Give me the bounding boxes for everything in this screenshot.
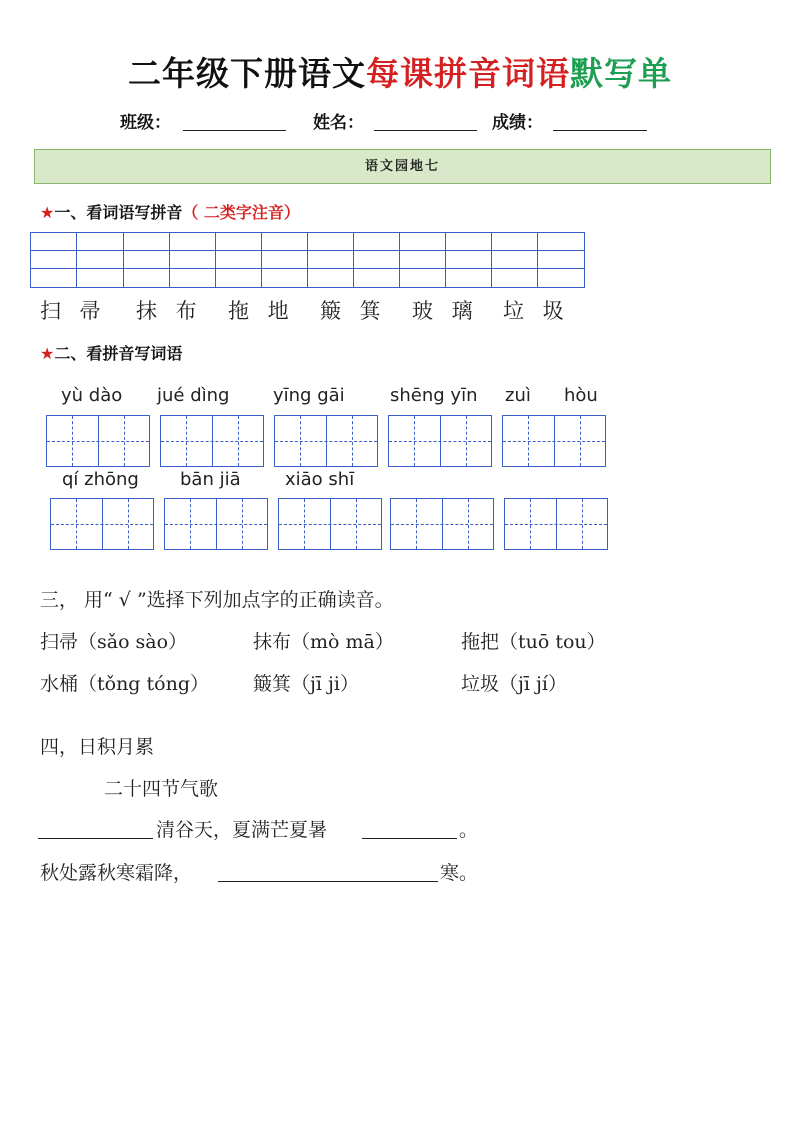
pinyin-5: zuì [505,385,531,406]
reading-item-3: 拖把（tuō tou） [461,631,606,653]
tianzige-box[interactable] [274,415,378,467]
tianzige-box[interactable] [388,415,492,467]
pinyin-4: shēng yīn [390,385,478,406]
poem-line-2: 秋处露秋寒霜降， [40,862,193,884]
name-field[interactable] [374,130,477,131]
word-3: 拖 地 [228,299,295,323]
pinyin-8: bān jiā [180,469,241,490]
section1-title: 一、看词语写拼音 [54,203,183,222]
tianzige-box[interactable] [46,415,150,467]
lesson-banner: 语文园地七 [34,149,771,184]
tianzige-box[interactable] [50,498,154,550]
word-5: 玻 璃 [412,299,479,323]
star-icon: ★ [40,203,55,222]
word-4: 簸 箕 [320,299,387,323]
section2-heading [40,341,182,364]
title-part-2: 每课拼音词语 [366,54,570,93]
word-2: 抹 布 [136,299,203,323]
tianzige-box[interactable] [502,415,606,467]
section1-heading [40,200,300,223]
word-6: 垃 圾 [503,299,570,323]
title-part-3: 默写单 [570,54,672,93]
pinyin-writing-grid[interactable] [30,232,585,288]
reading-item-6: 垃圾（jī jí） [461,673,567,695]
section3-heading: 三， 用“ √ ”选择下列加点字的正确读音。 [40,589,394,611]
reading-item-1: 扫帚（sǎo sào） [40,631,188,653]
tianzige-box[interactable] [164,498,268,550]
score-field[interactable] [553,130,647,131]
pinyin-6: hòu [564,385,598,406]
class-field[interactable] [183,130,286,131]
reading-item-2: 抹布（mò mā） [253,631,394,653]
tianzige-box[interactable] [160,415,264,467]
tianzige-box[interactable] [504,498,608,550]
poem-line-1: 清谷天，夏满芒夏暑 [156,819,328,841]
section2-title: 二、看拼音写词语 [54,344,183,363]
title-part-1: 二年级下册语文 [128,54,366,93]
poem-line-1-end: 。 [459,819,479,841]
pinyin-7: qí zhōng [62,469,139,490]
page-title [0,48,800,95]
reading-item-4: 水桶（tǒng tóng） [40,673,209,695]
poem-blank-2[interactable] [362,838,457,839]
tianzige-box[interactable] [278,498,382,550]
reading-item-5: 簸箕（jī ji） [253,673,359,695]
section1-note: （ 二类字注音） [182,203,300,222]
poem-blank-3[interactable] [218,881,438,882]
class-label: 班级： [120,113,171,133]
pinyin-2: jué dìng [157,385,230,406]
tianzige-box[interactable] [390,498,494,550]
poem-title: 二十四节气歌 [104,778,219,800]
section4-heading: 四，日积月累 [40,736,155,758]
poem-blank-1[interactable] [38,838,153,839]
word-1: 扫 帚 [40,299,107,323]
pinyin-3: yīng gāi [273,385,345,406]
star-icon: ★ [40,344,55,363]
pinyin-1: yù dào [61,385,123,406]
score-label: 成绩： [492,113,543,133]
poem-line-2-end: 寒。 [440,862,479,884]
name-label: 姓名： [313,113,364,133]
pinyin-9: xiāo shī [285,469,355,490]
